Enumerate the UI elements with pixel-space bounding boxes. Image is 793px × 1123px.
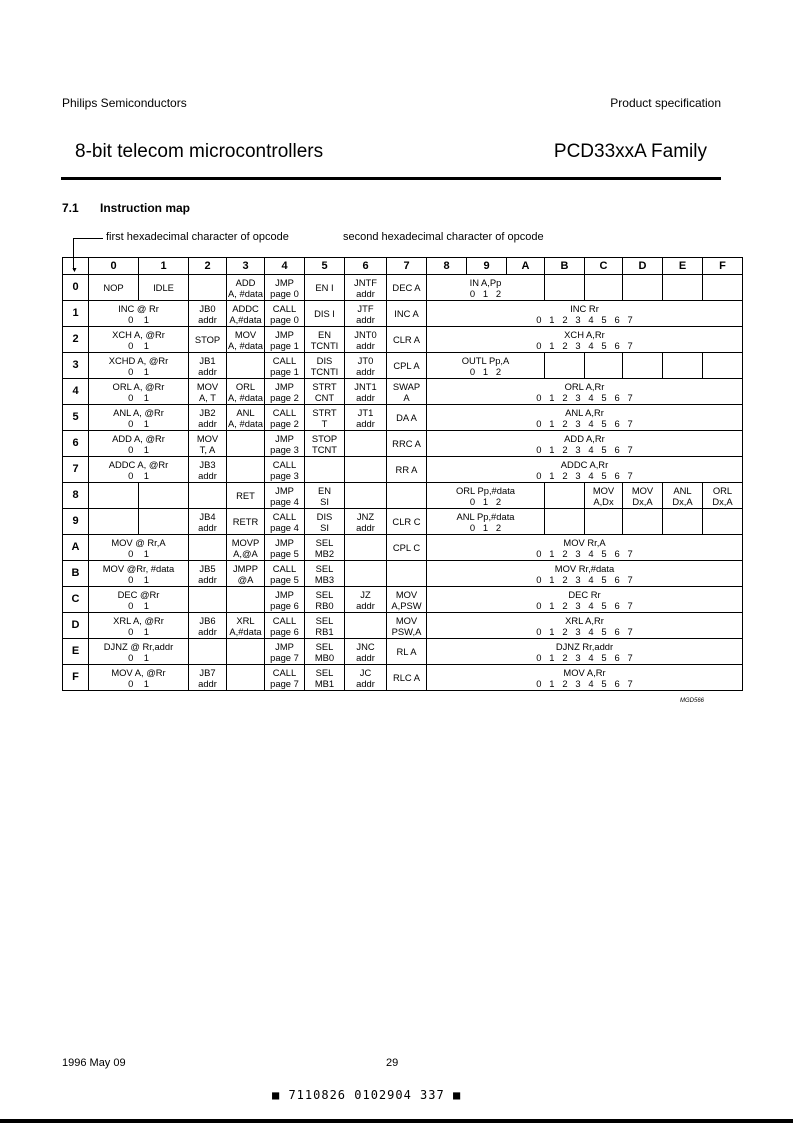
instruction-cell: JB0 addr bbox=[189, 301, 227, 327]
instruction-cell: STRT CNT bbox=[305, 379, 345, 405]
instruction-cell bbox=[703, 275, 743, 301]
instruction-cell: ANL A,Rr 0 1 2 3 4 5 6 7 bbox=[427, 405, 743, 431]
column-header: 3 bbox=[227, 258, 265, 275]
instruction-cell: MOV Rr,#data 0 1 2 3 4 5 6 7 bbox=[427, 561, 743, 587]
instruction-cell bbox=[227, 353, 265, 379]
instruction-cell: JMP page 6 bbox=[265, 587, 305, 613]
barcode-number: 7110826 0102904 337 bbox=[288, 1088, 445, 1102]
first-char-note: first hexadecimal character of opcode bbox=[106, 231, 289, 243]
instruction-cell: ANL Dx,A bbox=[663, 483, 703, 509]
section-number: 7.1 bbox=[62, 201, 79, 215]
barcode: ■ 7110826 0102904 337 ■ bbox=[272, 1088, 462, 1102]
instruction-cell bbox=[585, 275, 623, 301]
instruction-cell: CALL page 2 bbox=[265, 405, 305, 431]
instruction-cell: JZ addr bbox=[345, 587, 387, 613]
instruction-cell: MOV Dx,A bbox=[623, 483, 663, 509]
instruction-cell: STOP bbox=[189, 327, 227, 353]
instruction-cell: INC Rr 0 1 2 3 4 5 6 7 bbox=[427, 301, 743, 327]
instruction-cell: DIS I bbox=[305, 301, 345, 327]
column-header: 2 bbox=[189, 258, 227, 275]
instruction-cell: ORL A, #data bbox=[228, 380, 263, 403]
instruction-cell bbox=[345, 457, 387, 483]
instruction-cell: MOV T, A bbox=[189, 431, 227, 457]
opcode-row bbox=[63, 639, 743, 665]
column-header: 4 bbox=[265, 258, 305, 275]
column-header: 1 bbox=[139, 258, 189, 275]
opcode-row bbox=[63, 483, 743, 509]
header-company: Philips Semiconductors bbox=[62, 96, 187, 110]
row-header: 4 bbox=[63, 379, 89, 405]
instruction-cell bbox=[663, 353, 703, 379]
instruction-cell: JMP page 2 bbox=[265, 379, 305, 405]
instruction-cell: EN TCNTI bbox=[305, 327, 345, 353]
instruction-cell bbox=[623, 509, 663, 535]
instruction-cell bbox=[623, 275, 663, 301]
instruction-cell bbox=[189, 639, 227, 665]
instruction-cell: JNC addr bbox=[345, 639, 387, 665]
instruction-cell: RRC A bbox=[387, 431, 427, 457]
bracket-line bbox=[73, 238, 103, 239]
header-doc-type: Product specification bbox=[610, 96, 721, 110]
instruction-cell: SEL RB1 bbox=[305, 613, 345, 639]
instruction-cell: DEC @Rr 0 1 bbox=[89, 587, 189, 613]
row-header: 6 bbox=[63, 431, 89, 457]
document-title: 8-bit telecom microcontrollers bbox=[75, 141, 324, 162]
instruction-cell bbox=[227, 639, 265, 665]
instruction-cell: JMP page 0 bbox=[265, 275, 305, 301]
instruction-cell: CPL C bbox=[387, 535, 427, 561]
instruction-cell bbox=[345, 483, 387, 509]
instruction-cell: IDLE bbox=[139, 275, 189, 301]
instruction-cell: ORL A,Rr 0 1 2 3 4 5 6 7 bbox=[427, 379, 743, 405]
instruction-cell: SEL RB0 bbox=[305, 587, 345, 613]
corner-cell bbox=[63, 258, 89, 275]
instruction-cell bbox=[189, 483, 227, 509]
instruction-cell: IN A,Pp 0 1 2 bbox=[427, 275, 545, 301]
opcode-row bbox=[63, 587, 743, 613]
column-header: 6 bbox=[345, 258, 387, 275]
page-number: 29 bbox=[386, 1057, 399, 1069]
instruction-cell bbox=[387, 561, 427, 587]
opcode-row bbox=[63, 431, 743, 457]
instruction-cell bbox=[345, 561, 387, 587]
instruction-cell: CALL page 5 bbox=[265, 561, 305, 587]
instruction-cell: MOV @ Rr,A 0 1 bbox=[89, 535, 189, 561]
opcode-row bbox=[63, 353, 743, 379]
instruction-cell bbox=[545, 275, 585, 301]
instruction-cell: JMP page 3 bbox=[265, 431, 305, 457]
instruction-cell: JNT0 addr bbox=[345, 327, 387, 353]
instruction-cell: MOV A,Rr 0 1 2 3 4 5 6 7 bbox=[427, 665, 743, 691]
instruction-cell: NOP bbox=[89, 275, 139, 301]
instruction-cell: JB3 addr bbox=[189, 457, 227, 483]
instruction-cell bbox=[345, 613, 387, 639]
instruction-cell: MOVP A,@A bbox=[227, 535, 265, 561]
instruction-cell bbox=[585, 353, 623, 379]
instruction-cell bbox=[585, 509, 623, 535]
second-char-note: second hexadecimal character of opcode bbox=[343, 231, 544, 243]
instruction-cell: JT0 addr bbox=[345, 353, 387, 379]
instruction-cell: JMP page 4 bbox=[265, 483, 305, 509]
instruction-cell: RETR bbox=[227, 509, 265, 535]
instruction-cell: JNT1 addr bbox=[345, 379, 387, 405]
instruction-cell: RR A bbox=[387, 457, 427, 483]
instruction-cell: CALL page 3 bbox=[265, 457, 305, 483]
instruction-cell: JB5 addr bbox=[189, 561, 227, 587]
opcode-row bbox=[63, 301, 743, 327]
instruction-cell: DJNZ @ Rr,addr 0 1 bbox=[89, 639, 189, 665]
column-header-row bbox=[63, 258, 743, 275]
section-title: Instruction map bbox=[100, 201, 191, 215]
instruction-cell: DIS SI bbox=[305, 509, 345, 535]
instruction-cell: MOV @Rr, #data 0 1 bbox=[89, 561, 189, 587]
opcode-row bbox=[63, 535, 743, 561]
instruction-cell: CLR A bbox=[387, 327, 427, 353]
instruction-cell: CALL page 6 bbox=[265, 613, 305, 639]
instruction-cell bbox=[89, 509, 139, 535]
instruction-cell bbox=[387, 483, 427, 509]
row-header: E bbox=[63, 639, 89, 665]
instruction-cell bbox=[345, 431, 387, 457]
instruction-cell: ADDC A, @Rr 0 1 bbox=[89, 457, 189, 483]
bottom-rule bbox=[0, 1119, 793, 1123]
opcode-row bbox=[63, 665, 743, 691]
instruction-cell: MOV Rr,A 0 1 2 3 4 5 6 7 bbox=[427, 535, 743, 561]
instruction-cell bbox=[545, 483, 585, 509]
row-header: 0 bbox=[63, 275, 89, 301]
instruction-cell: ORL Pp,#data 0 1 2 bbox=[427, 483, 545, 509]
instruction-cell: MOV A,Dx bbox=[585, 483, 623, 509]
instruction-cell: CLR C bbox=[387, 509, 427, 535]
row-header: 2 bbox=[63, 327, 89, 353]
instruction-cell: XRL A, @Rr 0 1 bbox=[89, 613, 189, 639]
product-family: PCD33xxA Family bbox=[553, 141, 707, 162]
instruction-cell: DEC Rr 0 1 2 3 4 5 6 7 bbox=[427, 587, 743, 613]
instruction-cell: ANL A, @Rr 0 1 bbox=[89, 405, 189, 431]
instruction-cell bbox=[139, 483, 189, 509]
row-header: D bbox=[63, 613, 89, 639]
column-header: C bbox=[585, 258, 623, 275]
instruction-cell bbox=[545, 509, 585, 535]
arrow-down-icon: ▼ bbox=[71, 267, 78, 274]
row-header: 1 bbox=[63, 301, 89, 327]
instruction-cell bbox=[663, 275, 703, 301]
opcode-row bbox=[63, 457, 743, 483]
instruction-cell: EN I bbox=[305, 275, 345, 301]
instruction-cell: SEL MB2 bbox=[305, 535, 345, 561]
instruction-cell: JT1 addr bbox=[345, 405, 387, 431]
row-header: 7 bbox=[63, 457, 89, 483]
instruction-cell: ANL A, #data bbox=[228, 406, 263, 429]
instruction-cell: MOV PSW,A bbox=[387, 613, 427, 639]
instruction-cell: JMPP @A bbox=[227, 561, 265, 587]
instruction-cell bbox=[305, 457, 345, 483]
column-header: 9 bbox=[467, 258, 507, 275]
instruction-cell: JB7 addr bbox=[189, 665, 227, 691]
row-header: 5 bbox=[63, 405, 89, 431]
column-header: 8 bbox=[427, 258, 467, 275]
instruction-cell: JB1 addr bbox=[189, 353, 227, 379]
instruction-cell bbox=[189, 535, 227, 561]
instruction-cell: CALL page 4 bbox=[265, 509, 305, 535]
opcode-row bbox=[63, 405, 743, 431]
instruction-cell bbox=[663, 509, 703, 535]
column-header: F bbox=[703, 258, 743, 275]
row-header: A bbox=[63, 535, 89, 561]
instruction-cell: JNZ addr bbox=[345, 509, 387, 535]
row-header: 9 bbox=[63, 509, 89, 535]
instruction-cell: JB6 addr bbox=[189, 613, 227, 639]
instruction-cell: MOV A,PSW bbox=[387, 587, 427, 613]
instruction-cell: XCHD A, @Rr 0 1 bbox=[89, 353, 189, 379]
instruction-cell: JTF addr bbox=[345, 301, 387, 327]
instruction-cell: DA A bbox=[387, 405, 427, 431]
instruction-cell: SEL MB0 bbox=[305, 639, 345, 665]
instruction-cell: SEL MB1 bbox=[305, 665, 345, 691]
instruction-cell bbox=[189, 275, 227, 301]
instruction-cell: JMP page 7 bbox=[265, 639, 305, 665]
instruction-cell: CPL A bbox=[387, 353, 427, 379]
column-header: A bbox=[507, 258, 545, 275]
instruction-cell: CALL page 7 bbox=[265, 665, 305, 691]
instruction-cell: ADD A, #data bbox=[228, 276, 263, 299]
instruction-cell: XRL A,#data bbox=[227, 613, 265, 639]
instruction-cell: DJNZ Rr,addr 0 1 2 3 4 5 6 7 bbox=[427, 639, 743, 665]
instruction-cell: STOP TCNT bbox=[305, 431, 345, 457]
row-header: B bbox=[63, 561, 89, 587]
column-header: 5 bbox=[305, 258, 345, 275]
instruction-cell: RLC A bbox=[387, 665, 427, 691]
row-header: F bbox=[63, 665, 89, 691]
instruction-cell: RET bbox=[227, 483, 265, 509]
row-header: C bbox=[63, 587, 89, 613]
instruction-cell bbox=[227, 431, 265, 457]
instruction-cell: JB4 addr bbox=[189, 509, 227, 535]
instruction-cell: SWAP A bbox=[387, 379, 427, 405]
opcode-row bbox=[63, 379, 743, 405]
column-header: 0 bbox=[89, 258, 139, 275]
instruction-cell bbox=[139, 509, 189, 535]
instruction-cell: MOV A, #data bbox=[228, 328, 263, 351]
instruction-map-table bbox=[62, 257, 743, 691]
instruction-cell: MOV A, @Rr 0 1 bbox=[89, 665, 189, 691]
instruction-cell: RL A bbox=[387, 639, 427, 665]
instruction-cell: ORL A, @Rr 0 1 bbox=[89, 379, 189, 405]
figure-code: MGD566 bbox=[680, 698, 705, 704]
footer-date: 1996 May 09 bbox=[62, 1057, 126, 1069]
instruction-cell: MOV A, T bbox=[189, 379, 227, 405]
instruction-cell: SEL MB3 bbox=[305, 561, 345, 587]
instruction-cell: JMP page 5 bbox=[265, 535, 305, 561]
row-header: 8 bbox=[63, 483, 89, 509]
instruction-cell: EN SI bbox=[305, 483, 345, 509]
instruction-cell: ADD A,Rr 0 1 2 3 4 5 6 7 bbox=[427, 431, 743, 457]
instruction-cell bbox=[227, 587, 265, 613]
instruction-cell: CALL page 1 bbox=[265, 353, 305, 379]
instruction-cell: CALL page 0 bbox=[265, 301, 305, 327]
instruction-cell bbox=[189, 587, 227, 613]
opcode-row bbox=[63, 327, 743, 353]
instruction-cell: INC A bbox=[387, 301, 427, 327]
instruction-cell: JNTF addr bbox=[345, 275, 387, 301]
instruction-cell: DIS TCNTI bbox=[305, 353, 345, 379]
instruction-cell: OUTL Pp,A 0 1 2 bbox=[427, 353, 545, 379]
instruction-cell: XCH A, @Rr 0 1 bbox=[89, 327, 189, 353]
instruction-cell bbox=[703, 353, 743, 379]
instruction-cell: ADDC A,#data bbox=[227, 301, 265, 327]
column-header: E bbox=[663, 258, 703, 275]
instruction-cell bbox=[545, 353, 585, 379]
instruction-cell bbox=[227, 457, 265, 483]
instruction-cell: ORL Dx,A bbox=[703, 483, 743, 509]
instruction-cell: ANL Pp,#data 0 1 2 bbox=[427, 509, 545, 535]
instruction-cell bbox=[227, 665, 265, 691]
column-header: D bbox=[623, 258, 663, 275]
column-header: 7 bbox=[387, 258, 427, 275]
instruction-cell: ADD A, @Rr 0 1 bbox=[89, 431, 189, 457]
instruction-cell: JB2 addr bbox=[189, 405, 227, 431]
opcode-row bbox=[63, 275, 743, 301]
instruction-cell bbox=[703, 509, 743, 535]
instruction-cell bbox=[345, 535, 387, 561]
instruction-cell bbox=[623, 353, 663, 379]
row-header: 3 bbox=[63, 353, 89, 379]
instruction-cell: JMP page 1 bbox=[265, 327, 305, 353]
instruction-cell: XCH A,Rr 0 1 2 3 4 5 6 7 bbox=[427, 327, 743, 353]
instruction-cell: JC addr bbox=[345, 665, 387, 691]
instruction-cell bbox=[89, 483, 139, 509]
instruction-cell: INC @ Rr 0 1 bbox=[89, 301, 189, 327]
instruction-cell: DEC A bbox=[387, 275, 427, 301]
opcode-row bbox=[63, 561, 743, 587]
instruction-cell: ADDC A,Rr 0 1 2 3 4 5 6 7 bbox=[427, 457, 743, 483]
opcode-row bbox=[63, 613, 743, 639]
instruction-cell: STRT T bbox=[305, 405, 345, 431]
column-header: B bbox=[545, 258, 585, 275]
instruction-cell: XRL A,Rr 0 1 2 3 4 5 6 7 bbox=[427, 613, 743, 639]
header-rule bbox=[61, 177, 721, 180]
opcode-row bbox=[63, 509, 743, 535]
